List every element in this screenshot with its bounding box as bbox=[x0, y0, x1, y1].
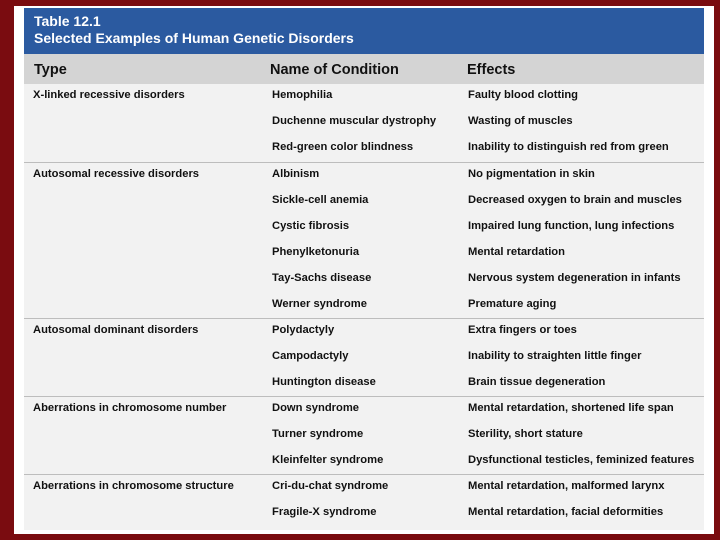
condition-name: Turner syndrome bbox=[272, 428, 364, 440]
header-effects: Effects bbox=[467, 62, 516, 78]
disorder-type: Autosomal dominant disorders bbox=[33, 324, 199, 336]
condition-name: Cri-du-chat syndrome bbox=[272, 480, 389, 492]
condition-effect: Impaired lung function, lung infections bbox=[468, 220, 675, 232]
condition-name: Kleinfelter syndrome bbox=[272, 454, 384, 466]
condition-name: Albinism bbox=[272, 168, 320, 180]
table-title-bar bbox=[24, 8, 704, 54]
table-group bbox=[24, 396, 704, 475]
condition-effect: No pigmentation in skin bbox=[468, 168, 595, 180]
condition-effect: Premature aging bbox=[468, 298, 557, 310]
condition-effect: Inability to distinguish red from green bbox=[468, 141, 669, 153]
row-divider bbox=[24, 396, 704, 397]
condition-effect: Sterility, short stature bbox=[468, 428, 583, 440]
condition-effect: Mental retardation bbox=[468, 246, 565, 258]
condition-name: Campodactyly bbox=[272, 350, 349, 362]
disorder-type: Autosomal recessive disorders bbox=[33, 168, 200, 180]
condition-effect: Mental retardation, shortened life span bbox=[468, 402, 674, 414]
row-divider bbox=[24, 474, 704, 475]
disorder-type: X-linked recessive disorders bbox=[33, 89, 185, 101]
condition-effect: Inability to straighten little finger bbox=[468, 350, 642, 362]
condition-name: Fragile-X syndrome bbox=[272, 506, 377, 518]
disorder-type: Aberrations in chromosome structure bbox=[33, 480, 234, 492]
header-type: Type bbox=[34, 62, 67, 78]
condition-name: Tay-Sachs disease bbox=[272, 272, 372, 284]
table-group bbox=[24, 162, 704, 319]
table-group bbox=[24, 318, 704, 397]
slide bbox=[14, 6, 714, 534]
condition-effect: Extra fingers or toes bbox=[468, 324, 577, 336]
condition-name: Polydactyly bbox=[272, 324, 335, 336]
condition-name: Phenylketonuria bbox=[272, 246, 360, 258]
header-name-of-condition: Name of Condition bbox=[270, 62, 399, 78]
condition-name: Down syndrome bbox=[272, 402, 360, 414]
table-header-row bbox=[24, 54, 704, 84]
condition-effect: Dysfunctional testicles, feminized features bbox=[468, 454, 695, 466]
condition-name: Sickle-cell anemia bbox=[272, 194, 369, 206]
row-divider bbox=[24, 318, 704, 319]
condition-name: Huntington disease bbox=[272, 376, 376, 388]
condition-effect: Wasting of muscles bbox=[468, 115, 573, 127]
condition-effect: Nervous system degeneration in infants bbox=[468, 272, 681, 284]
disorder-type: Aberrations in chromosome number bbox=[33, 402, 227, 414]
table-body bbox=[24, 84, 704, 530]
table-number: Table 12.1 bbox=[34, 13, 101, 29]
table-group bbox=[24, 84, 704, 162]
condition-effect: Decreased oxygen to brain and muscles bbox=[468, 194, 682, 206]
condition-effect: Mental retardation, facial deformities bbox=[468, 506, 664, 518]
condition-name: Red-green color blindness bbox=[272, 141, 414, 153]
condition-name: Hemophilia bbox=[272, 89, 333, 101]
condition-effect: Faulty blood clotting bbox=[468, 89, 578, 101]
condition-effect: Brain tissue degeneration bbox=[468, 376, 606, 388]
condition-name: Duchenne muscular dystrophy bbox=[272, 115, 437, 127]
condition-effect: Mental retardation, malformed larynx bbox=[468, 480, 665, 492]
table-title: Selected Examples of Human Genetic Disorders bbox=[34, 30, 354, 46]
row-divider bbox=[24, 162, 704, 163]
table-group bbox=[24, 474, 704, 527]
condition-name: Cystic fibrosis bbox=[272, 220, 350, 232]
condition-name: Werner syndrome bbox=[272, 298, 367, 310]
